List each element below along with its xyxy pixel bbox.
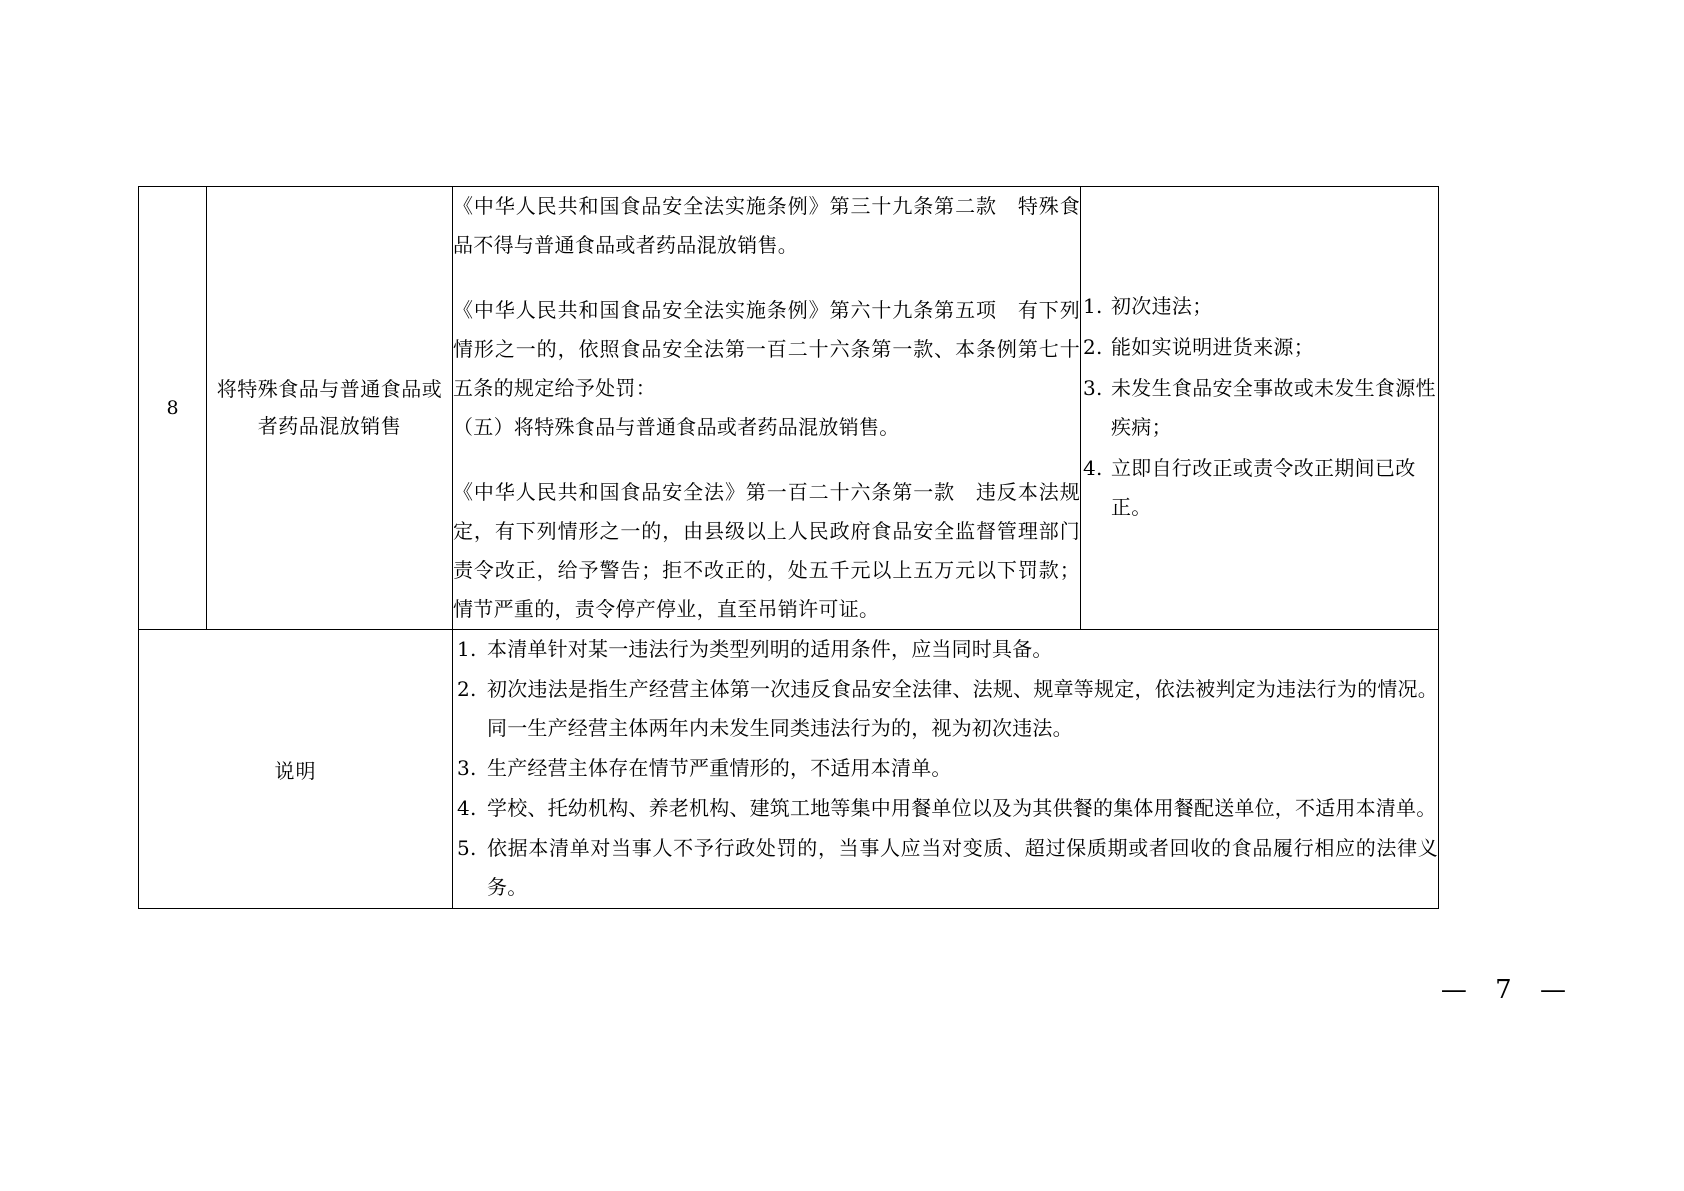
legal-basis-cell <box>453 187 1081 630</box>
legal-basis-paragraph-2 <box>453 291 1080 447</box>
list-item: 本清单针对某一违法行为类型列明的适用条件，应当同时具备。 <box>487 637 1053 661</box>
table-row <box>139 187 1439 630</box>
penalty-list-table <box>138 186 1439 909</box>
list-item: 初次违法是指生产经营主体第一次违反食品安全法律、法规、规章等规定，依法被判定为违法行为的情况。同一生产经营主体两年内未发生同类违法行为的，视为初次违法。 <box>487 677 1438 740</box>
notes-label-cell <box>139 630 453 909</box>
applicable-conditions-list <box>1081 287 1438 527</box>
row-number-cell <box>139 187 207 630</box>
list-item: 依据本清单对当事人不予行政处罚的，当事人应当对变质、超过保质期或者回收的食品履行相应的法律义务。 <box>487 836 1438 899</box>
list-item: 未发生食品安全事故或未发生食源性疾病； <box>1111 376 1436 439</box>
legal-basis-paragraph-3: 《中华人民共和国食品安全法》第一百二十六条第一款 违反本法规定，有下列情形之一的，由县级以上人民政府食品安全监督管理部门责令改正，给予警告；拒不改正的，处五千元以上五万元以下罚款；情节严重的，责令停产停业，直至吊销许可证。 <box>453 480 1080 621</box>
list-item: 立即自行改正或责令改正期间已改正。 <box>1111 456 1416 519</box>
notes-list <box>453 630 1438 907</box>
legal-basis-sub-item: （五）将特殊食品与普通食品或者药品混放销售。 <box>453 415 900 439</box>
list-item: 学校、托幼机构、养老机构、建筑工地等集中用餐单位以及为其供餐的集体用餐配送单位，不适用本清单。 <box>487 796 1437 820</box>
list-item: 初次违法； <box>1111 294 1213 318</box>
violation-act-text: 将特殊食品与普通食品或者药品混放销售 <box>216 377 443 438</box>
list-item: 生产经营主体存在情节严重情形的，不适用本清单。 <box>487 756 952 780</box>
legal-basis-paragraph-1: 《中华人民共和国食品安全法实施条例》第三十九条第二款 特殊食品不得与普通食品或者药品混放销售。 <box>453 194 1080 257</box>
list-item: 能如实说明进货来源； <box>1111 335 1314 359</box>
notes-row <box>139 630 1439 909</box>
violation-act-cell <box>207 187 453 630</box>
notes-label: 说明 <box>274 758 317 783</box>
page-number: — 7 — <box>1440 975 1576 1005</box>
notes-cell <box>453 630 1439 909</box>
applicable-conditions-cell <box>1081 187 1439 630</box>
legal-basis-paragraph-2-text: 《中华人民共和国食品安全法实施条例》第六十九条第五项 有下列情形之一的，依照食品安全法第一百二十六条第一款、本条例第七十五条的规定给予处罚： <box>453 298 1080 400</box>
row-number: 8 <box>166 397 179 419</box>
